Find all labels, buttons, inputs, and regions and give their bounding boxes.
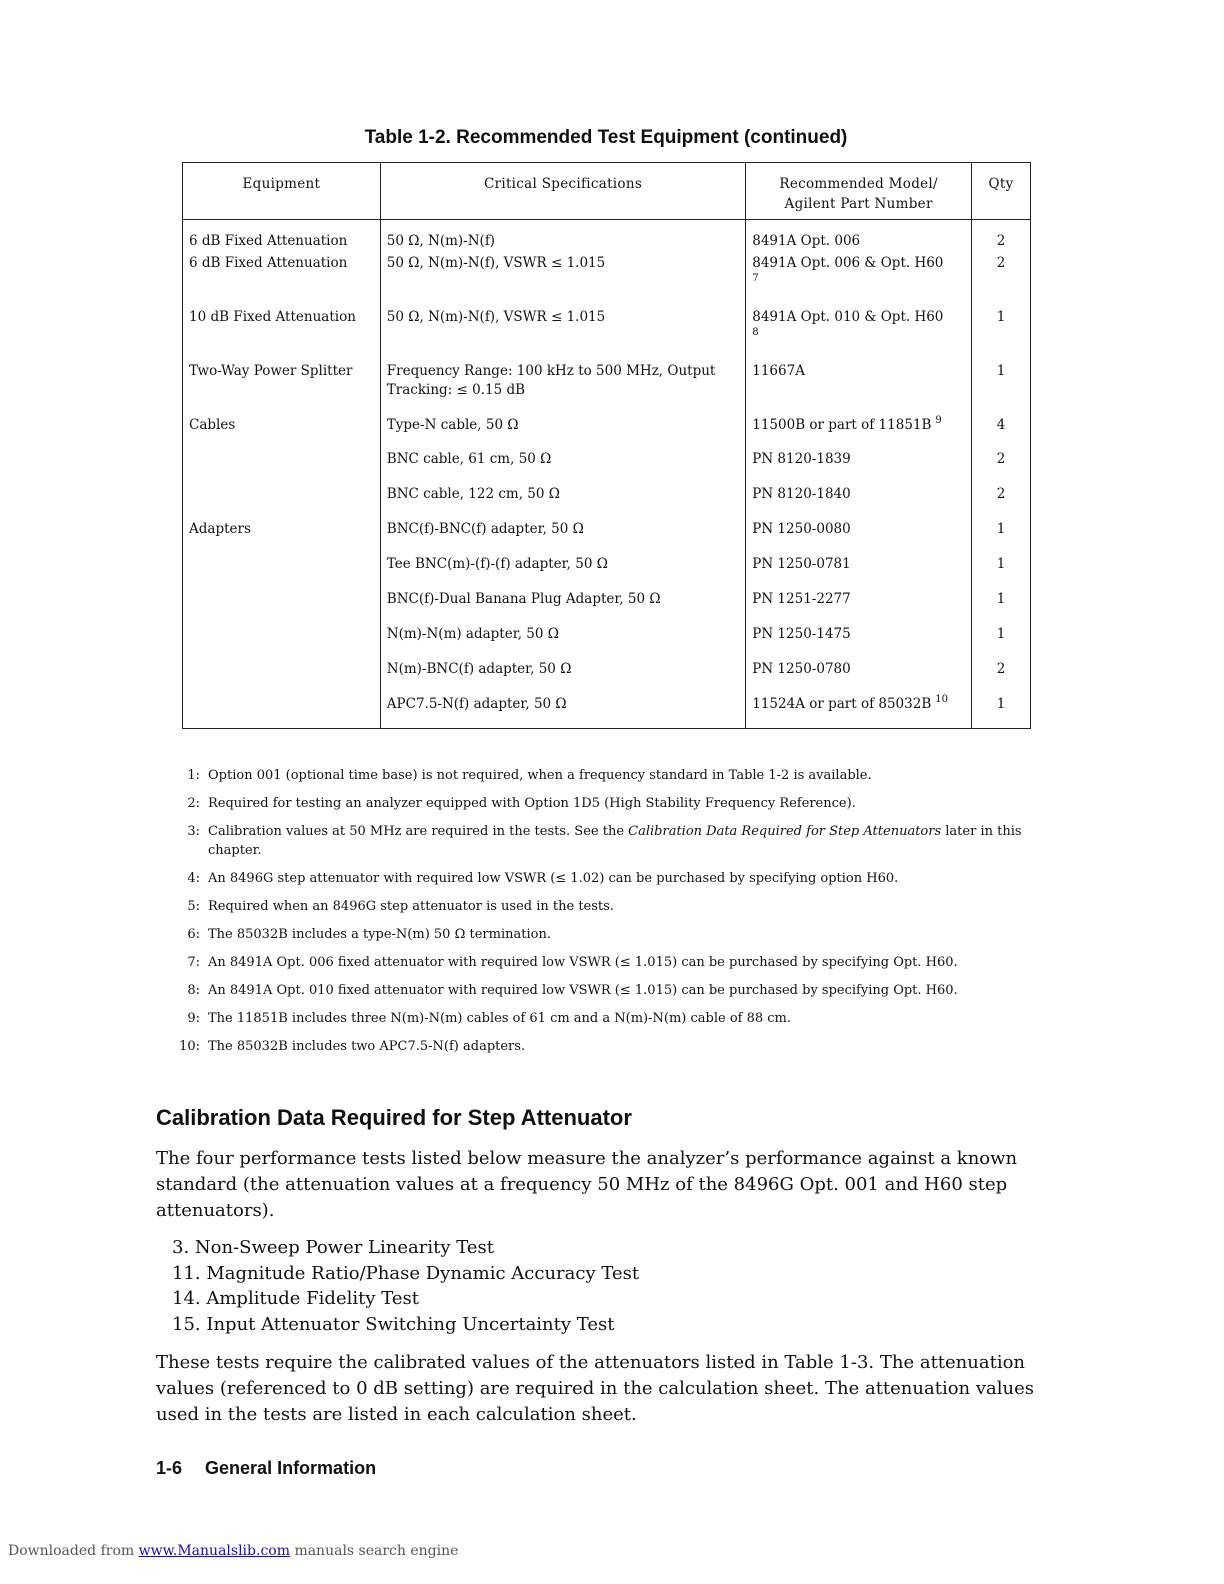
table-row	[183, 520, 1031, 555]
footnote	[170, 822, 1070, 860]
header-qty: Qty	[972, 163, 1031, 220]
header-recommended-model	[746, 163, 972, 220]
footnote	[170, 925, 1070, 944]
cell-model	[746, 695, 972, 729]
cell-equipment: 6 dB Fixed Attenuation	[183, 220, 381, 254]
cell-qty: 1	[972, 625, 1031, 660]
cell-specification: 50 Ω, N(m)-N(f), VSWR ≤ 1.015	[380, 254, 745, 308]
cell-equipment: Cables	[183, 416, 381, 450]
model-text: PN 8120-1840	[752, 485, 851, 502]
table-body	[183, 220, 1031, 729]
download-credit	[8, 1543, 458, 1559]
cell-specification: 50 Ω, N(m)-N(f)	[380, 220, 745, 254]
cell-specification: APC7.5-N(f) adapter, 50 Ω	[380, 695, 745, 729]
footer-section-name: General Information	[205, 1458, 377, 1478]
cell-specification: Type-N cable, 50 Ω	[380, 416, 745, 450]
intro-paragraph: The four performance tests listed below measure the analyzer’s performance against a known standard (the attenuation values at a frequency 50 MHz of the 8496G Opt. 001 and H60 step attenuators).	[156, 1148, 1018, 1221]
model-text: PN 1250-1475	[752, 625, 851, 642]
model-text: 11667A	[752, 362, 805, 379]
cell-specification: BNC(f)-Dual Banana Plug Adapter, 50 Ω	[380, 590, 745, 625]
cell-model	[746, 416, 972, 450]
footnote-text: An 8491A Opt. 006 fixed attenuator with required low VSWR (≤ 1.015) can be purchased by specifying Opt. H60.	[208, 955, 958, 970]
model-footnote-ref: 7	[752, 272, 759, 284]
cell-model	[746, 520, 972, 555]
footnote-number: 1:	[187, 768, 200, 783]
footnote-text: The 11851B includes three N(m)-N(m) cables of 61 cm and a N(m)-N(m) cable of 88 cm.	[208, 1011, 792, 1026]
cell-model	[746, 220, 972, 254]
model-footnote-ref: 9	[935, 415, 942, 426]
page-footer	[156, 1458, 376, 1479]
performance-test-item: 3. Non-Sweep Power Linearity Test	[172, 1237, 494, 1258]
cell-qty: 1	[972, 695, 1031, 729]
cell-equipment	[183, 695, 381, 729]
footnote-text: An 8496G step attenuator with required low VSWR (≤ 1.02) can be purchased by specifying option H60.	[208, 871, 899, 886]
performance-test-item: 15. Input Attenuator Switching Uncertainty Test	[172, 1313, 615, 1335]
footnote-text: An 8491A Opt. 010 fixed attenuator with required low VSWR (≤ 1.015) can be purchased by specifying Opt. H60.	[208, 983, 958, 998]
cell-model	[746, 590, 972, 625]
cell-equipment	[183, 625, 381, 660]
cell-model	[746, 660, 972, 695]
footnote	[170, 953, 1070, 972]
cell-specification: N(m)-BNC(f) adapter, 50 Ω	[380, 660, 745, 695]
cell-equipment	[183, 450, 381, 485]
table-row	[183, 555, 1031, 590]
footnotes	[170, 766, 1070, 1065]
table-row	[183, 450, 1031, 485]
cell-qty: 1	[972, 308, 1031, 362]
equipment-table	[182, 162, 1031, 729]
cell-equipment	[183, 590, 381, 625]
table-row	[183, 625, 1031, 660]
cell-qty: 1	[972, 555, 1031, 590]
cell-specification: 50 Ω, N(m)-N(f), VSWR ≤ 1.015	[380, 308, 745, 362]
header-equipment: Equipment	[183, 163, 381, 220]
performance-test-item: 14. Amplitude Fidelity Test	[172, 1288, 419, 1309]
footnote-italic-ref: Calibration Data Required for Step Attenuators	[628, 824, 942, 839]
cell-qty: 1	[972, 362, 1031, 416]
cell-qty: 4	[972, 416, 1031, 450]
cell-model	[746, 485, 972, 520]
page-number: 1-6	[156, 1458, 183, 1478]
footnote-number: 6:	[187, 927, 200, 942]
performance-test-item: 11. Magnitude Ratio/Phase Dynamic Accuracy Test	[172, 1262, 640, 1284]
footnote	[170, 1009, 1070, 1028]
table-row	[183, 485, 1031, 520]
table-row	[183, 695, 1031, 729]
model-text: 8491A Opt. 010 & Opt. H60	[752, 308, 944, 325]
footnote	[170, 766, 1070, 785]
header-critical-specifications: Critical Specifications	[380, 163, 745, 220]
model-text: 8491A Opt. 006 & Opt. H60	[752, 254, 944, 271]
footnote-text: The 85032B includes a type-N(m) 50 Ω termination.	[208, 927, 551, 942]
footnote-text: Calibration values at 50 MHz are required in the tests. See the	[208, 824, 629, 839]
table-row	[183, 220, 1031, 254]
cell-specification: Tee BNC(m)-(f)-(f) adapter, 50 Ω	[380, 555, 745, 590]
model-text: PN 1250-0781	[752, 555, 851, 572]
cell-qty: 2	[972, 450, 1031, 485]
cell-qty: 2	[972, 254, 1031, 308]
footnote	[170, 981, 1070, 1000]
cell-model	[746, 254, 972, 308]
model-text: 11524A or part of 85032B	[752, 695, 932, 712]
table-row	[183, 254, 1031, 308]
manualslib-link[interactable]: www.Manualslib.com	[138, 1543, 290, 1559]
download-suffix: manuals search engine	[294, 1543, 459, 1559]
cell-qty: 1	[972, 520, 1031, 555]
footnote	[170, 869, 1070, 888]
footnote-number: 2:	[187, 796, 200, 811]
footnote-text: Required when an 8496G step attenuator is used in the tests.	[208, 899, 614, 914]
footnote-number: 3:	[187, 824, 200, 839]
footnote-text: Required for testing an analyzer equipped with Option 1D5 (High Stability Frequency Reference).	[208, 796, 856, 811]
footnote-text-after: later in this chapter.	[208, 824, 1022, 858]
table-row	[183, 416, 1031, 450]
header-model-line2: Agilent Part Number	[784, 196, 933, 212]
cell-model	[746, 362, 972, 416]
footnote-text: The 85032B includes two APC7.5-N(f) adapters.	[208, 1039, 526, 1054]
footnote-number: 7:	[187, 955, 200, 970]
cell-equipment	[183, 555, 381, 590]
model-text: 11500B or part of 11851B	[752, 416, 932, 433]
footnote-number: 4:	[187, 871, 200, 886]
table-row	[183, 660, 1031, 695]
model-text: PN 8120-1839	[752, 450, 851, 467]
table-row	[183, 590, 1031, 625]
cell-equipment: 10 dB Fixed Attenuation	[183, 308, 381, 362]
model-text: PN 1251-2277	[752, 590, 851, 607]
footnote	[170, 794, 1070, 813]
cell-equipment: Adapters	[183, 520, 381, 555]
table-row	[183, 362, 1031, 416]
cell-model	[746, 308, 972, 362]
cell-equipment	[183, 485, 381, 520]
footnote-number: 8:	[187, 983, 200, 998]
model-footnote-ref: 8	[752, 326, 759, 338]
section-heading: Calibration Data Required for Step Attenuator	[156, 1105, 632, 1130]
download-prefix: Downloaded from	[8, 1543, 135, 1559]
cell-qty: 2	[972, 485, 1031, 520]
cell-qty: 2	[972, 660, 1031, 695]
cell-equipment: Two-Way Power Splitter	[183, 362, 381, 416]
cell-specification: Frequency Range: 100 kHz to 500 MHz, Output Tracking: ≤ 0.15 dB	[380, 362, 745, 416]
footnote	[170, 1037, 1070, 1056]
cell-qty: 2	[972, 220, 1031, 254]
footnote-number: 10:	[179, 1039, 200, 1054]
cell-specification: BNC cable, 122 cm, 50 Ω	[380, 485, 745, 520]
cell-model	[746, 555, 972, 590]
cell-qty: 1	[972, 590, 1031, 625]
model-text: PN 1250-0780	[752, 660, 851, 677]
cell-equipment	[183, 660, 381, 695]
model-text: PN 1250-0080	[752, 520, 851, 537]
model-footnote-ref: 10	[935, 694, 948, 705]
calc-paragraph: These tests require the calibrated values of the attenuators listed in Table 1-3. The attenuation values (referenced to 0 dB setting) are required in the calculation sheet. The attenuation values used in the tests are listed in each calculation sheet.	[156, 1352, 1035, 1425]
footnote-number: 5:	[187, 899, 200, 914]
performance-test-list	[172, 1235, 639, 1337]
cell-specification: BNC cable, 61 cm, 50 Ω	[380, 450, 745, 485]
cell-equipment: 6 dB Fixed Attenuation	[183, 254, 381, 308]
cell-model	[746, 450, 972, 485]
table-title: Table 1-2. Recommended Test Equipment (continued)	[364, 127, 848, 148]
header-model-line1: Recommended Model/	[779, 176, 938, 192]
cell-model	[746, 625, 972, 660]
table-header-row	[183, 163, 1031, 220]
cell-specification: BNC(f)-BNC(f) adapter, 50 Ω	[380, 520, 745, 555]
table-row	[183, 308, 1031, 362]
footnote	[170, 897, 1070, 916]
footnote-text: Option 001 (optional time base) is not required, when a frequency standard in Table 1-2 is available.	[208, 768, 872, 783]
model-text: 8491A Opt. 006	[752, 233, 861, 249]
cell-specification: N(m)-N(m) adapter, 50 Ω	[380, 625, 745, 660]
footnote-number: 9:	[187, 1011, 200, 1026]
